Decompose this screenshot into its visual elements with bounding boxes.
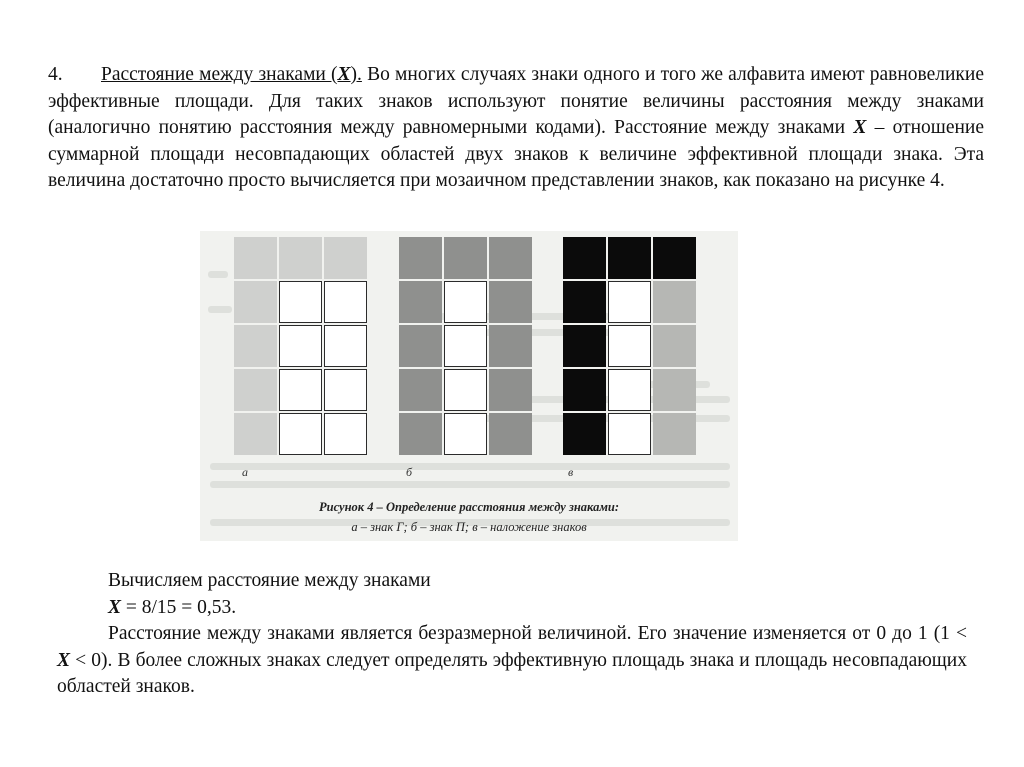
figure-caption-legend: а – знак Г; б – знак П; в – наложение знаков <box>351 520 587 534</box>
paragraph-distance-definition <box>48 62 984 195</box>
label-b: б <box>406 465 413 479</box>
label-a: а <box>242 465 248 479</box>
conclusion-variable: X <box>57 649 71 671</box>
item-text-part1: Во многих случаях знаки одного и того же алфавита имеют равновеликие эффективные площади. Для таких знаков используют понятие величины расстояния между знаками (аналогично понятию расстояния между равномерными кодами). Расстояние между знаками <box>48 64 984 138</box>
calc-intro-text: Вычисляем расстояние между знаками <box>108 570 431 591</box>
figure-caption-title: Рисунок 4 – Определение расстояния между знаками: <box>319 500 619 514</box>
calc-formula <box>108 595 236 622</box>
conclusion-part1: Расстояние между знаками является безразмерной величиной. Его значение изменяется от 0 до 1 (1 < <box>108 623 967 644</box>
calc-intro <box>108 568 431 594</box>
label-c: в <box>568 465 574 479</box>
paragraph-conclusion <box>57 621 967 701</box>
variable-x: X <box>853 117 867 138</box>
formula-variable: X <box>108 597 122 618</box>
figure-4 <box>200 231 738 541</box>
item-number: 4. <box>48 64 63 85</box>
conclusion-part2: < 0). В более сложных знаках следует определять эффективную площадь знака и площадь несовпадающих областей знаков. <box>57 649 967 697</box>
formula-value: = 8/15 = 0,53. <box>121 597 237 618</box>
item-heading: Расстояние между знаками (X). <box>101 64 362 85</box>
item-text-part2: – отношение суммарной площади несовпадающих областей двух знаков к величине эффективной площади знака. Эта величина достаточно просто вычисляется при мозаичном представлении знаков, как показано на рисунке 4. <box>48 117 985 191</box>
